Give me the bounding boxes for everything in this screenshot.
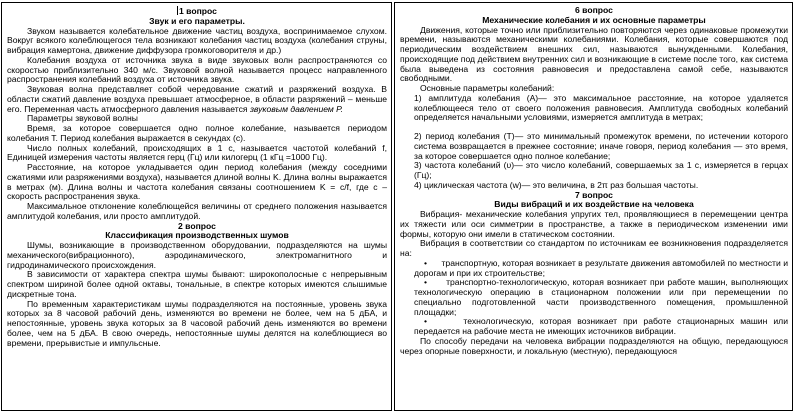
paragraph: Колебания воздуха от источника звука в виде звуковых волн распространяются со скоростью приблизительно 340 м/с. Звуковой волной называется процесс направленного распространения колебаний воздуха от источника звука. <box>7 54 387 85</box>
question-1-subtitle: Звук и его параметры. <box>149 15 245 26</box>
question-2-title: 2 вопрос <box>178 220 216 231</box>
question-6-title: 6 вопрос <box>575 5 613 15</box>
question-7-title: 7 вопрос <box>575 189 613 200</box>
bullet-icon: • <box>424 257 442 268</box>
paragraph: Максимальное отклонение колеблющейся величины от среднего положения называется амплитудой колебания, или просто амплитудой. <box>7 201 387 221</box>
paragraph: В зависимости от характера спектра шумы бывают: широкополосные с непрерывным спектром шириной более одной октавы, тональные, в спектре которых имеются слышимые дискретные тона. <box>7 269 387 299</box>
paragraph: Время, за которое совершается одно полное колебание, называется периодом колебания Т. Период колебания выражается в секундах (с). <box>7 123 387 143</box>
left-column <box>1 2 392 411</box>
paragraph: Шумы, возникающие в производственном оборудовании, подразделяются на шумы механического(вибрационного), аэродинамического, электромагнитного и гидродинамического происхождения. <box>7 240 387 270</box>
bullet-icon: • <box>424 316 464 327</box>
question-1-title: 1 вопрос <box>179 6 217 16</box>
paragraph: Параметры звуковой волны <box>27 113 138 124</box>
paragraph: Расстояние, на которое укладывается один период колебания (между соседними сжатиями или разряжениями воздуха), называется длиной волны K. Длина волны выражается в метрах (м). Длина волны и частота колебания связаны соотношением K = c/f, где c – скорость распространения звука. <box>7 162 387 202</box>
paragraph: Число полных колебаний, происходящих в 1 с, называется частотой колебаний f, Единицей измерения частоты является герц (Гц) или килогерц (1 кГц =1000 Гц). <box>7 142 387 163</box>
list-item: 3) частота колебаний (υ)— это число колебаний, совершаемых за 1 с, измеряется в герцах (Гц); <box>414 160 788 180</box>
paragraph: Основные параметры колебаний: <box>420 83 555 93</box>
paragraph: По способу передачи на человека вибрации подразделяются на общую, передающуюся через опорные поверхности, и локальную (местную), передающуюся <box>400 335 788 356</box>
paragraph: Вибрация- механические колебания упругих тел, проявляющиеся в перемещении центра их тяжести или оси симметрии в пространстве, а также в периодическом изменении ими формы, которую они имели в статическом состоянии. <box>400 209 788 239</box>
paragraph: По временным характеристикам шумы подразделяются на постоянные, уровень звука которых за 8 часовой рабочий день, изменяются во времени не более, чем на 5 дБА, и непостоянные, уровень звука которых за 8 часовой рабочий день изменяются во времени более, чем на 5 дБА. В свою очередь, непостоянные шумы делятся на колеблющиеся во времени, прерывистые и импульсные. <box>7 298 387 348</box>
bullet-item: • транспортную, которая возникает в результате движения автомобилей по местности и дорогам и при их строительстве; <box>414 257 788 278</box>
emphasis-term: звуковым давлением Р. <box>249 103 343 114</box>
paragraph: Движения, которые точно или приблизительно повторяются через одинаковые промежутки времени, называются механическими колебаниями. Колебания, которые совершаются под периодическим воздействием внешних сил, называются вынужденными. Колебания, происходящие под действием внутренних сил и возникающие в системе после того, как система была выведена из состояния равновесия и предоставлена самой себе, называются свободными. <box>400 24 788 84</box>
bullet-item: • транспортно-технологическую, которая возникает при работе машин, выполняющих технологическую операцию в стационарном положении или при перемещении по специально подготовленной части производственного помещения, промышленной площадки; <box>414 277 788 317</box>
bullet-icon: • <box>424 277 447 288</box>
list-item: 1) амплитуда колебания (А)— это максимальное расстояние, на которое удаляется колеблющееся тело от своего положения равновесия. Амплитуда свободных колебаний определяется начальными условиями, измеряется амплитуда в метрах; <box>414 92 788 123</box>
bullet-item: • технологическую, которая возникает при работе стационарных машин или передается на рабочие места не имеющих источников вибрации. <box>414 316 789 336</box>
question-7-subtitle: Виды вибраций и их воздействие на человека <box>494 199 694 210</box>
paragraph: Вибрация в соответствии со стандартом по источникам ее возникновения подразделяется на: <box>400 238 788 258</box>
question-6-subtitle: Механические колебания и их основные параметры <box>482 14 706 25</box>
paragraph: Звуковая волна представляет собой чередование сжатий и разряжений воздуха. В области сжатий давление воздуха превышает атмосферное, в области разряжений – меньше его. Переменная часть атмосферного давления называется звуковым давлением Р. <box>7 84 387 114</box>
list-item: 4) циклическая частота (w)— это величина, в 2π раз большая частоты. <box>414 179 699 190</box>
list-item: 2) период колебания (Т)— это минимальный промежуток времени, по истечении которого система возвращается в прежнее состояние; иначе говоря, период колебания — это время, за которое совершается одно полное колебание; <box>414 131 788 161</box>
text-cursor <box>177 6 178 15</box>
paragraph: Звуком называется колебательное движение частиц воздуха, воспринимаемое слухом. Вокруг всякого колеблющегося тела возникают колебания частиц воздуха (колебания струны, вибрация камертона, движение диффузора громкоговорителя и др.) <box>7 25 387 55</box>
question-2-subtitle: Классификация производственных шумов <box>105 230 289 241</box>
right-column <box>394 2 793 411</box>
